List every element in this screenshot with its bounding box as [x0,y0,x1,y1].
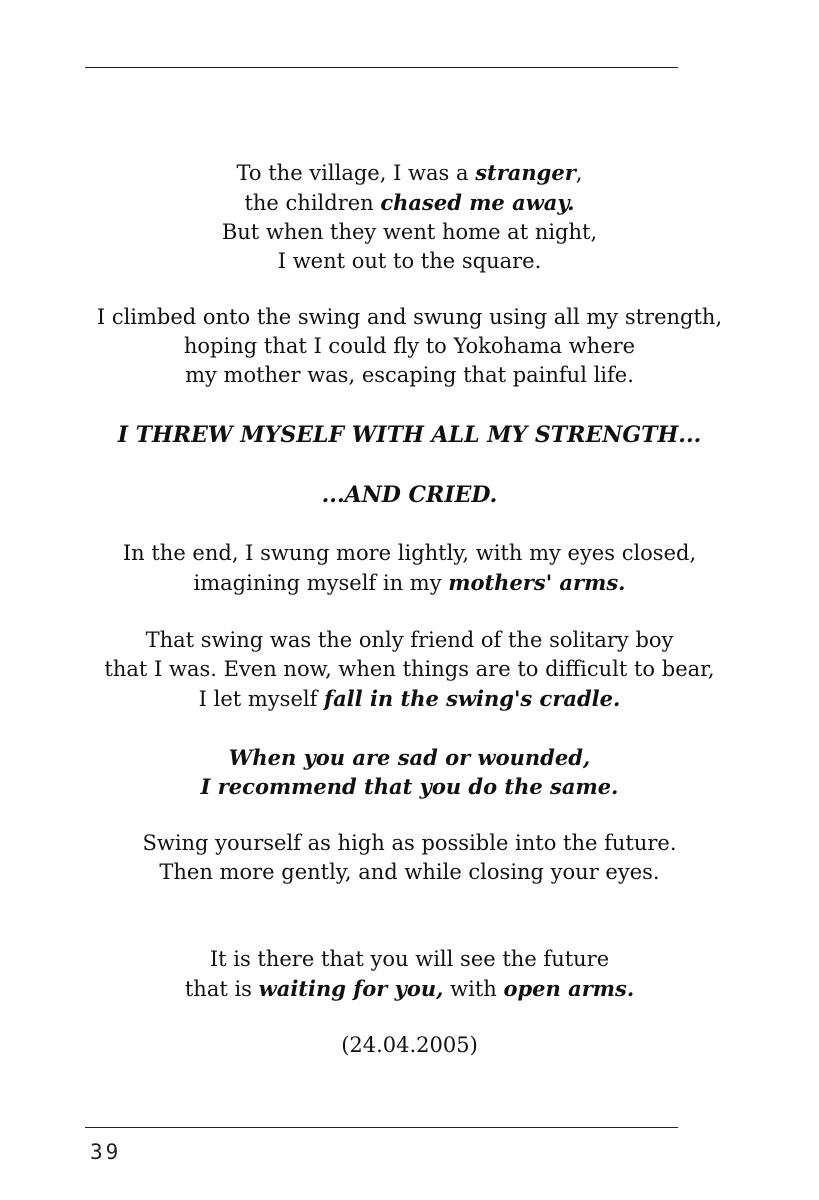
stanza-open-arms [0,945,819,1004]
stanza-line: my mother was, escaping that painful life. [185,363,634,387]
stanza-recommend [0,743,819,801]
text-span: imagining myself in my [193,571,449,595]
stanza-mother [0,539,819,598]
shout-cried: ...AND CRIED. [321,482,498,508]
emphasis-text: fall in the swing's cradle. [324,686,621,711]
text-span: with [443,977,504,1001]
stanza-line: that I was. Even now, when things are to difficult to bear, [104,657,715,681]
top-rule [85,67,678,68]
stanza-line: When you are sad or wounded, [228,745,591,770]
stanza-line: Then more gently, and while closing your eyes. [159,860,660,884]
stanza-line: I climbed onto the swing and swung using all my strength, [96,305,723,329]
text-span: To the village, I was a [236,161,476,185]
stanza-line [0,188,819,218]
text-span: , [575,161,583,185]
stanza-line: hoping that I could fly to Yokohama where [183,334,636,358]
emphasis-text: waiting for you, [258,976,444,1001]
stanza-line: In the end, I swung more lightly, with my eyes closed, [122,541,697,565]
emphasis-text: chased me away. [380,190,575,215]
stanza-swing [0,303,819,390]
text-span: that is [184,977,259,1001]
stanza-line: I went out to the square. [277,249,542,273]
page-number: 39 [90,1140,122,1164]
text-span: I let myself [198,687,325,711]
stanza-line: Swing yourself as high as possible into the future. [142,831,677,855]
emphasis-text: mothers' arms. [448,570,626,595]
emphasis-text: open arms. [503,976,635,1001]
date-line: (24.04.2005) [341,1033,478,1057]
emphasis-text: stranger [475,160,576,185]
stanza-line [0,684,819,714]
stanza-line [0,158,819,188]
stanza-friend [0,626,819,714]
stanza-line: But when they went home at night, [221,220,598,244]
stanza-stranger [0,158,819,276]
text-span: the children [244,191,381,215]
stanza-line [0,568,819,598]
bottom-rule [85,1127,678,1128]
stanza-line [0,974,819,1004]
shout-strength: I THREW MYSELF WITH ALL MY STRENGTH... [117,422,702,448]
stanza-line: It is there that you will see the future [209,947,610,971]
stanza-line: That swing was the only friend of the solitary boy [145,628,674,652]
stanza-future [0,829,819,887]
stanza-line: I recommend that you do the same. [200,774,619,799]
